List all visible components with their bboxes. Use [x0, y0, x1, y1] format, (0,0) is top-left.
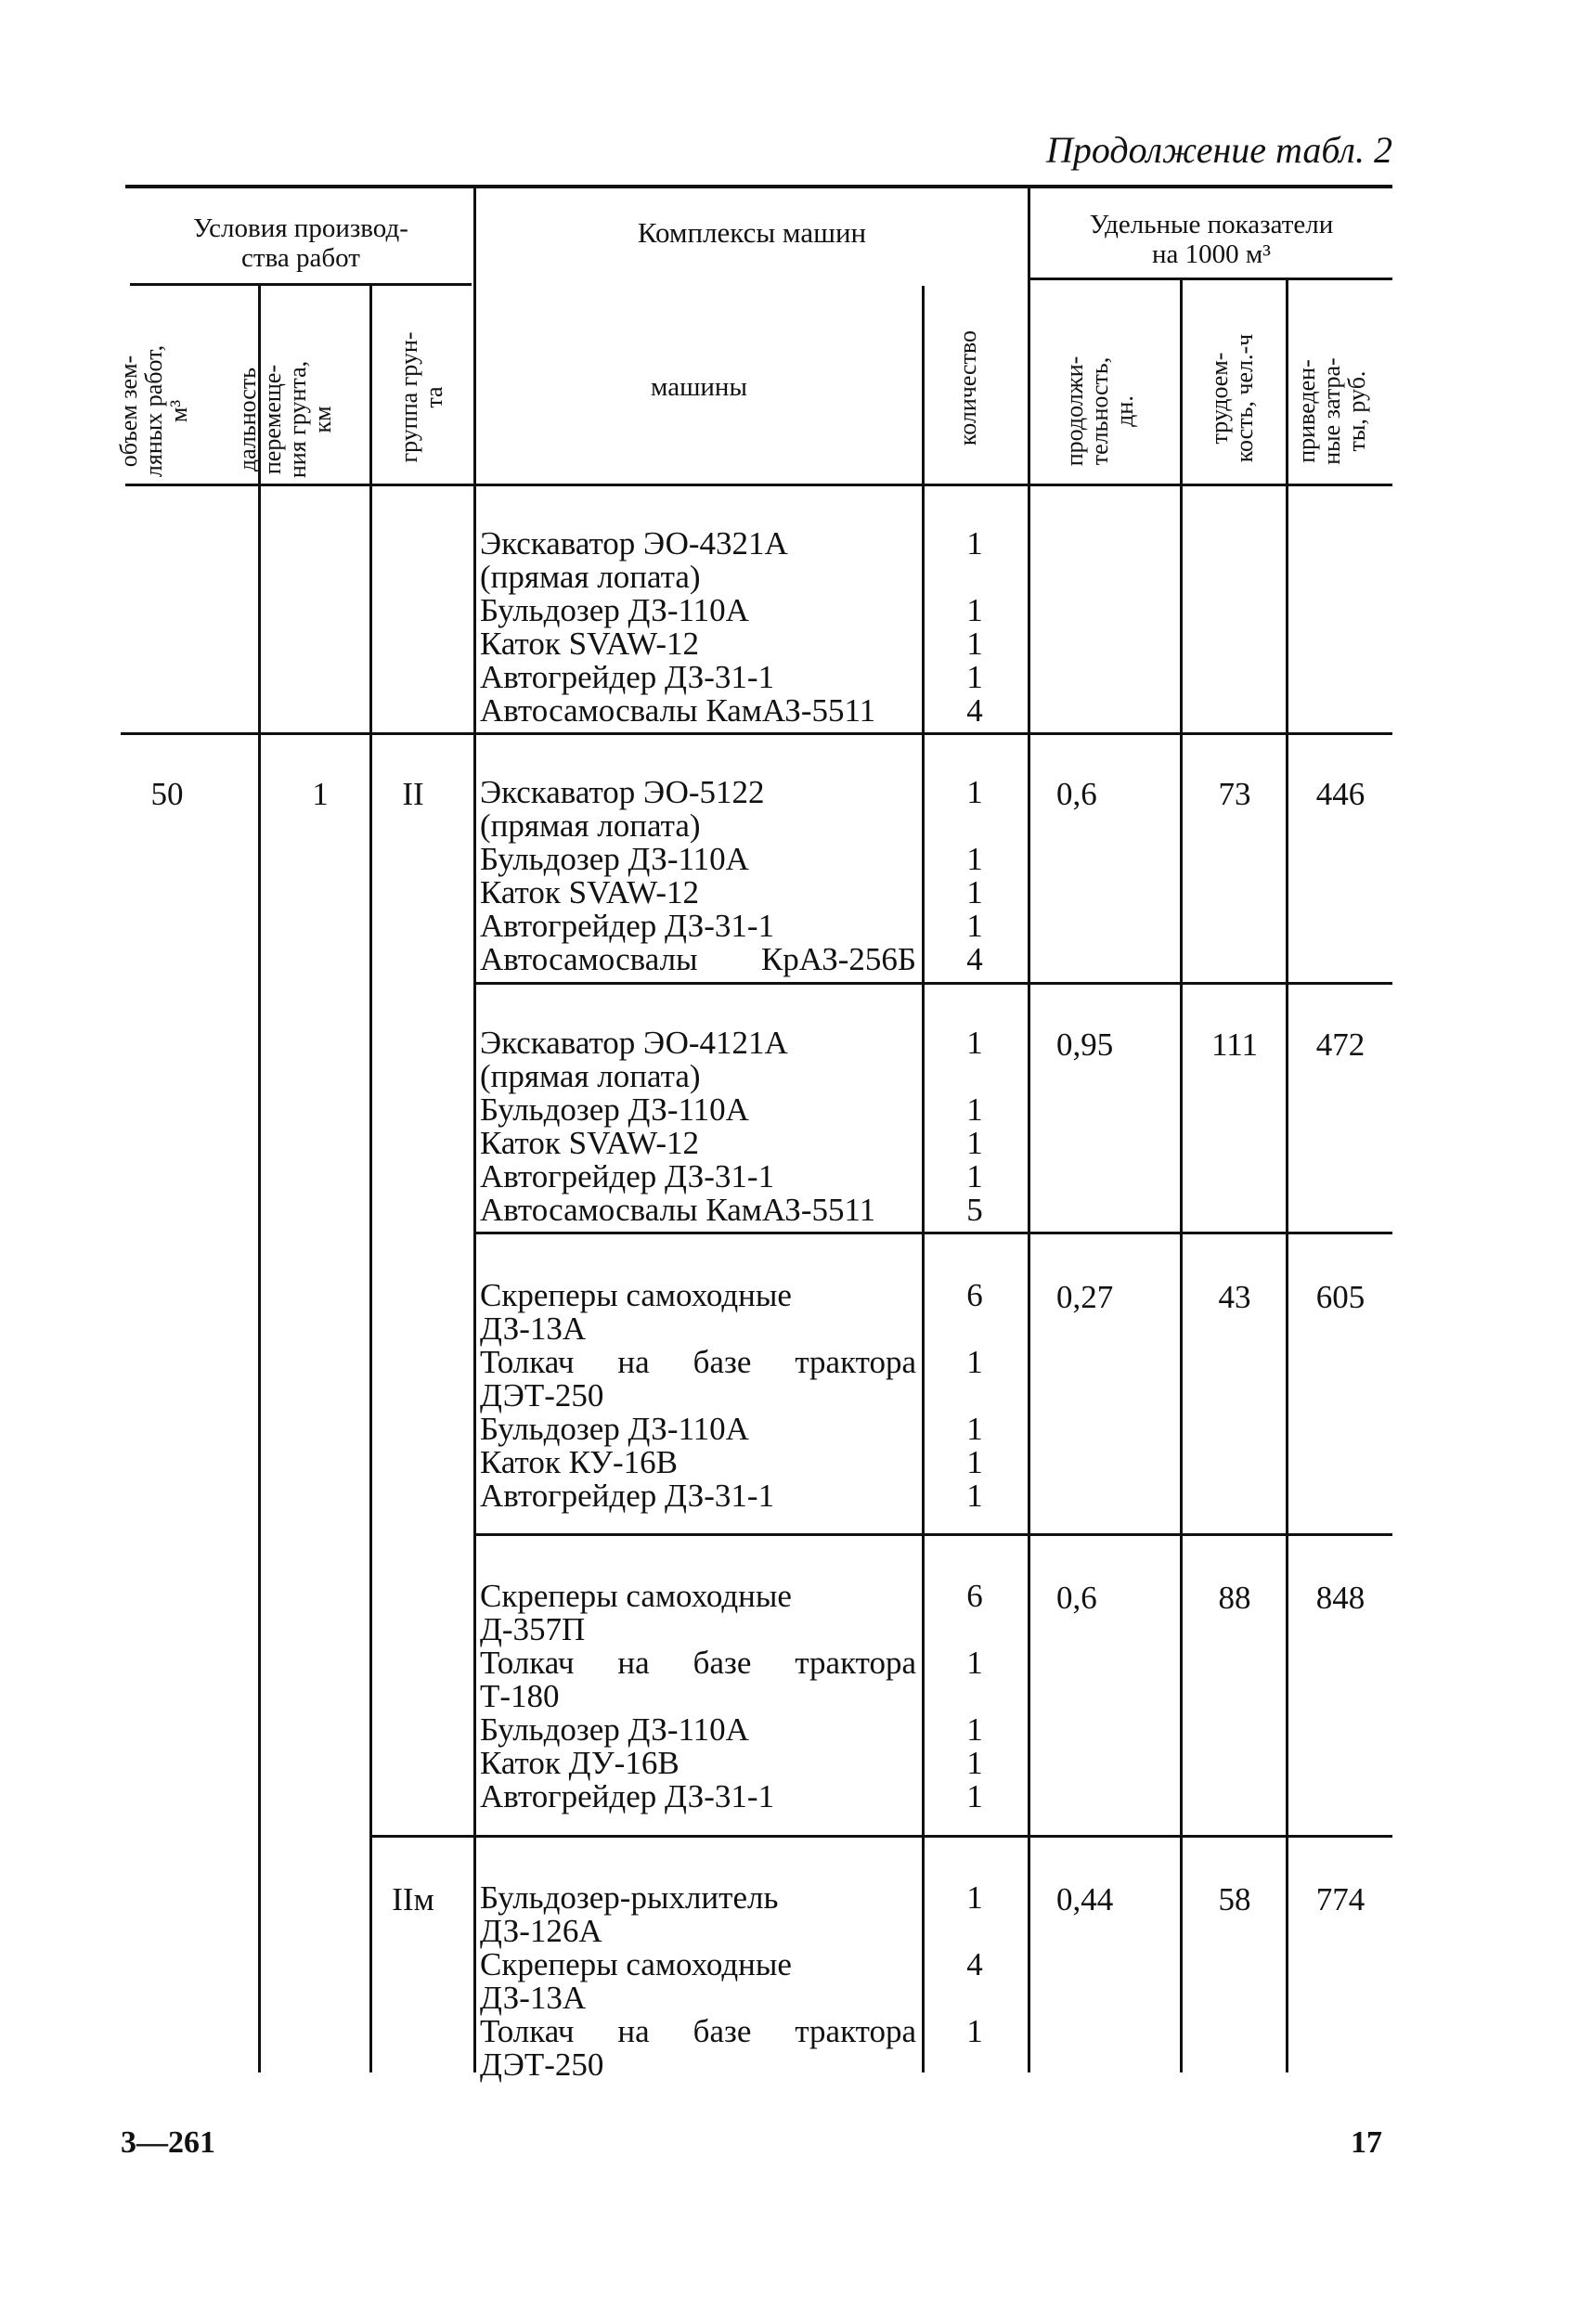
machine-line: Бульдозер-рыхлитель	[480, 1879, 779, 1916]
quantity-line: 1	[966, 1025, 983, 1061]
machine-line: ДЭТ-250	[480, 1377, 604, 1414]
cell-machines	[480, 527, 916, 728]
quantity-line: 1	[966, 908, 983, 944]
header-volume: объем зем- ляных работ, м³	[115, 344, 192, 478]
machine-line: Автогрейдер ДЗ-31-1	[480, 1478, 775, 1514]
cell-quantity	[928, 1279, 1021, 1513]
machine-line: Каток SVAW-12	[480, 1125, 700, 1161]
quantity-line	[928, 561, 1021, 594]
quantity-line	[928, 2048, 1021, 2082]
header-quantity: количество	[954, 329, 981, 446]
quantity-line: 1	[966, 774, 983, 810]
machine-line: Бульдозер ДЗ-110А	[480, 1711, 749, 1748]
table-top-rule	[125, 185, 1392, 188]
cell-duration: 0,6	[1056, 1580, 1097, 1616]
quantity-line: 1	[966, 525, 983, 562]
machine-line: Автосамосвалы КамАЗ-5511	[480, 692, 876, 729]
cell-machines	[480, 1026, 916, 1227]
cell-costs: 605	[1315, 1279, 1365, 1315]
cell-duration: 0,95	[1056, 1026, 1114, 1063]
machine-line: Д-357П	[480, 1611, 586, 1647]
quantity-line: 5	[966, 1192, 983, 1228]
cell-duration: 0,44	[1056, 1881, 1114, 1917]
machine-line: Скреперы самоходные	[480, 1946, 792, 1982]
machine-line: Автосамосвалы КамАЗ-5511	[480, 1192, 876, 1228]
quantity-line: 1	[966, 1711, 983, 1748]
row-divider-2	[475, 982, 1392, 985]
cell-costs: 446	[1315, 776, 1365, 812]
cell-distance: 1	[312, 776, 329, 812]
quantity-line: 6	[966, 1277, 983, 1313]
header-indicators: Удельные показатели на 1000 м³	[1089, 210, 1334, 269]
header-duration: продолжи- тельность, дн.	[1061, 355, 1138, 467]
quantity-line	[928, 1915, 1021, 1948]
cell-machines	[480, 1279, 916, 1513]
header-subrule-right	[1030, 278, 1392, 280]
cell-costs: 774	[1315, 1881, 1365, 1917]
machine-line: Автогрейдер ДЗ-31-1	[480, 659, 775, 695]
quantity-line: 1	[966, 874, 983, 910]
cell-labor: 58	[1218, 1881, 1251, 1917]
quantity-line: 1	[966, 1778, 983, 1814]
header-subrule-left	[130, 283, 472, 286]
machine-line: Толкач на базе трактора	[480, 1344, 916, 1380]
machine-line: ДЗ-13А	[480, 1980, 587, 2016]
quantity-line	[928, 1982, 1021, 2015]
col-rule-g	[1286, 280, 1288, 2072]
machine-line: Автогрейдер ДЗ-31-1	[480, 1158, 775, 1194]
cell-soil-group: IIм	[392, 1881, 434, 1917]
cell-quantity	[928, 776, 1021, 976]
quantity-line: 6	[966, 1578, 983, 1614]
machine-line: ДЭТ-250	[480, 2046, 604, 2083]
machine-line: Толкач на базе трактора	[480, 2013, 916, 2049]
quantity-line: 1	[966, 1879, 983, 1916]
quantity-line: 1	[966, 1444, 983, 1480]
quantity-line	[928, 1060, 1021, 1093]
quantity-line: 1	[966, 1158, 983, 1194]
cell-labor: 88	[1218, 1580, 1251, 1616]
machine-line: ДЗ-13А	[480, 1310, 587, 1347]
machine-line: Т-180	[480, 1678, 560, 1714]
cell-quantity	[928, 1026, 1021, 1227]
col-rule-a	[258, 286, 261, 2072]
cell-volume: 50	[150, 776, 184, 812]
machine-line: (прямая лопата)	[480, 559, 701, 595]
machine-line: Бульдозер ДЗ-110А	[480, 1411, 749, 1447]
machine-line: Каток КУ-16В	[480, 1444, 679, 1480]
cell-costs: 472	[1315, 1026, 1365, 1063]
quantity-line: 1	[966, 1344, 983, 1380]
cell-duration: 0,27	[1056, 1279, 1114, 1315]
quantity-line: 1	[966, 841, 983, 877]
machine-line: Каток SVAW-12	[480, 626, 700, 662]
cell-labor: 111	[1211, 1026, 1258, 1063]
machine-line: Скреперы самоходные	[480, 1277, 792, 1313]
machine-line: Толкач на базе трактора	[480, 1645, 916, 1681]
quantity-line: 1	[966, 659, 983, 695]
machine-line: Экскаватор ЭО-4321А	[480, 525, 788, 562]
machine-line: Автосамосвалы КрАЗ-256Б	[480, 941, 916, 977]
header-machine-complexes: Комплексы машин	[637, 216, 867, 249]
cell-quantity	[928, 527, 1021, 728]
machine-line: Скреперы самоходные	[480, 1578, 792, 1614]
cell-costs: 848	[1315, 1580, 1365, 1616]
page-number: 17	[1351, 2125, 1382, 2160]
row-divider-4	[475, 1533, 1392, 1536]
header-soil-group: группа грун- та	[395, 331, 447, 463]
quantity-line: 1	[966, 2013, 983, 2049]
header-distance: дальность перемеще- ния грунта, км	[234, 360, 336, 479]
machine-line: Каток SVAW-12	[480, 874, 700, 910]
cell-labor: 73	[1218, 776, 1251, 812]
quantity-line: 1	[966, 1478, 983, 1514]
cell-duration: 0,6	[1056, 776, 1097, 812]
header-costs: приведен- ные затра- ты, руб.	[1293, 357, 1370, 465]
quantity-line	[928, 1613, 1021, 1646]
header-labor: трудоем- кость, чел.-ч	[1206, 333, 1258, 463]
table-caption: Продолжение табл. 2	[1045, 129, 1392, 171]
quantity-line: 1	[966, 1745, 983, 1781]
col-rule-d	[922, 286, 925, 2072]
quantity-line	[928, 1379, 1021, 1413]
quantity-line	[928, 1312, 1021, 1346]
row-divider-3	[475, 1232, 1392, 1234]
cell-machines	[480, 776, 916, 976]
quantity-line: 1	[966, 1411, 983, 1447]
col-rule-e	[1028, 188, 1030, 2072]
machine-line: Бульдозер ДЗ-110А	[480, 841, 749, 877]
quantity-line: 1	[966, 1091, 983, 1128]
machine-line: Экскаватор ЭО-5122	[480, 774, 765, 810]
quantity-line: 1	[966, 626, 983, 662]
quantity-line: 4	[966, 1946, 983, 1982]
quantity-line: 1	[966, 1645, 983, 1681]
machine-line: ДЗ-126А	[480, 1913, 602, 1949]
sheet-mark: 3—261	[121, 2125, 215, 2160]
col-rule-f	[1180, 280, 1183, 2072]
quantity-line: 4	[966, 941, 983, 977]
quantity-line	[928, 1680, 1021, 1713]
machine-line: Экскаватор ЭО-4121А	[480, 1025, 788, 1061]
machine-line: Автогрейдер ДЗ-31-1	[480, 908, 775, 944]
cell-soil-group: II	[402, 776, 424, 812]
cell-machines	[480, 1881, 916, 2082]
machine-line: (прямая лопата)	[480, 807, 701, 844]
quantity-line: 1	[966, 592, 983, 628]
machine-line: Бульдозер ДЗ-110А	[480, 592, 749, 628]
col-rule-c	[473, 188, 476, 2072]
cell-machines	[480, 1580, 916, 1814]
cell-quantity	[928, 1881, 1021, 2082]
header-machines: машины	[651, 372, 747, 402]
quantity-line: 4	[966, 692, 983, 729]
quantity-line: 1	[966, 1125, 983, 1161]
machine-line: Каток ДУ-16В	[480, 1745, 679, 1781]
header-conditions: Условия производ- ства работ	[193, 213, 408, 273]
row-divider-5	[371, 1835, 1392, 1838]
quantity-line	[928, 809, 1021, 843]
cell-labor: 43	[1218, 1279, 1251, 1315]
row-divider-1	[121, 732, 1392, 735]
col-rule-b	[369, 286, 372, 2072]
machine-line: Автогрейдер ДЗ-31-1	[480, 1778, 775, 1814]
cell-quantity	[928, 1580, 1021, 1814]
machine-line: (прямая лопата)	[480, 1058, 701, 1094]
machine-line: Бульдозер ДЗ-110А	[480, 1091, 749, 1128]
